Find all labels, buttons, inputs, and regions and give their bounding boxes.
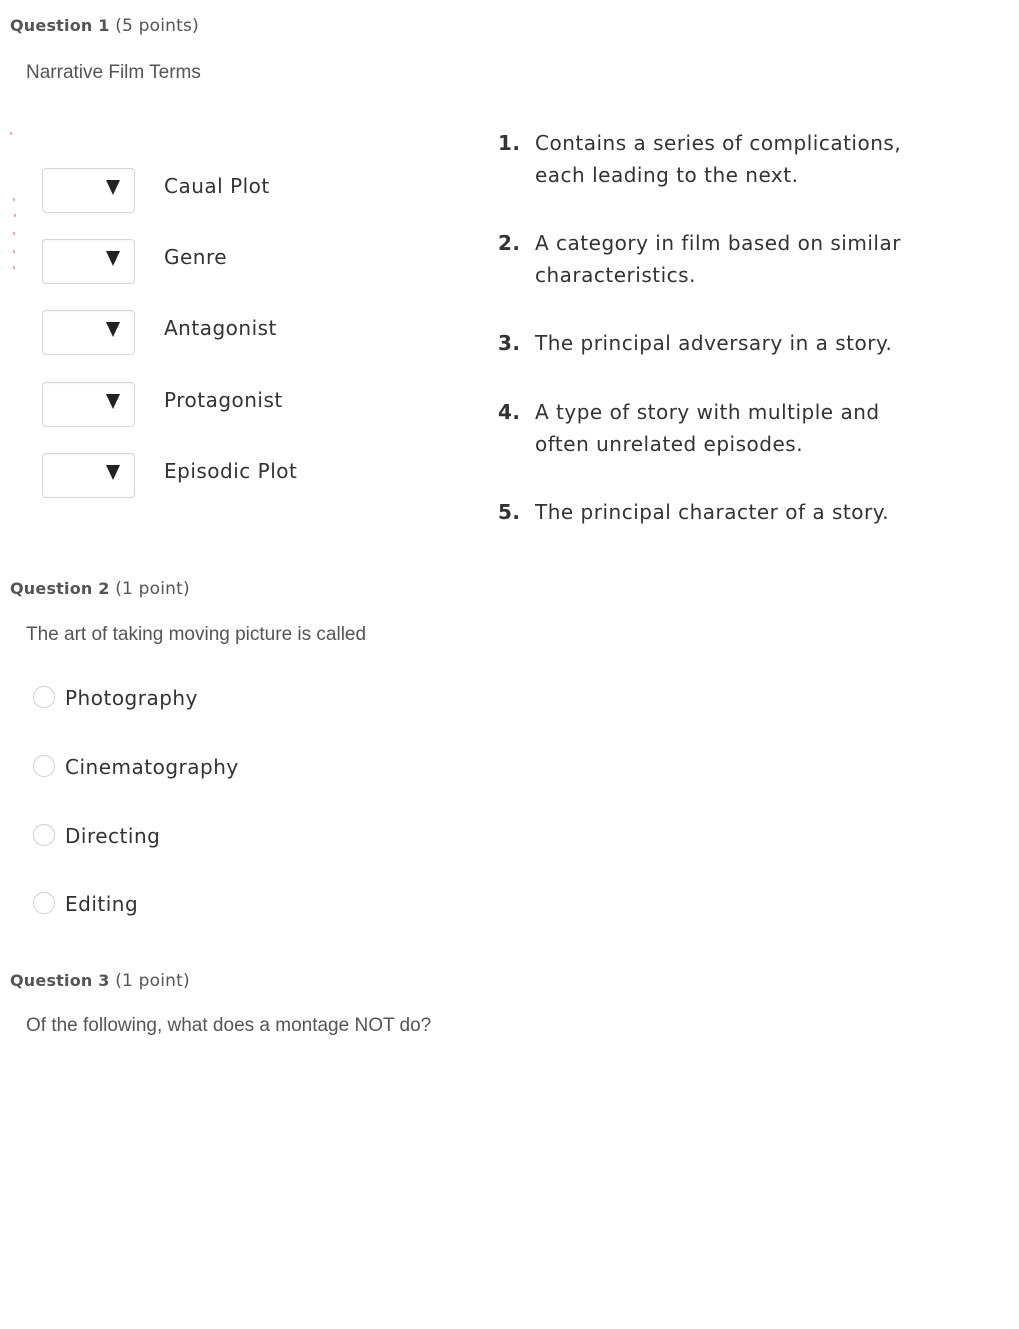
definition-item (498, 396, 938, 460)
question-points: (5 points) (115, 16, 199, 36)
match-dropdown[interactable] (42, 382, 135, 427)
triangle-down-icon (106, 322, 120, 337)
definition-number: 1. (498, 131, 521, 155)
match-term-label: Antagonist (164, 316, 277, 340)
triangle-down-icon (106, 180, 120, 195)
radio-circle-icon[interactable] (33, 892, 55, 914)
radio-option-label: Editing (65, 892, 139, 916)
definition-number: 3. (498, 331, 521, 355)
question-1-prompt: Narrative Film Terms (26, 62, 201, 83)
question-number: Question 1 (10, 16, 110, 35)
triangle-down-icon (106, 251, 120, 266)
match-row (42, 239, 442, 285)
match-term-label: Genre (164, 245, 228, 269)
definition-text: A category in film based on similar characteristics. (535, 231, 901, 287)
match-dropdown[interactable] (42, 453, 135, 498)
match-row (42, 382, 442, 428)
match-row (42, 310, 442, 356)
radio-circle-icon[interactable] (33, 755, 55, 777)
radio-option-label: Photography (65, 686, 198, 710)
question-2-header (10, 579, 190, 599)
match-dropdown[interactable] (42, 239, 135, 284)
question-2-prompt: The art of taking moving picture is called (26, 624, 367, 645)
match-term-label: Protagonist (164, 388, 283, 412)
definition-text: The principal character of a story. (535, 500, 890, 524)
question-points: (1 point) (115, 579, 190, 599)
definition-text: A type of story with multiple and often unrelated episodes. (535, 400, 880, 456)
match-row (42, 168, 442, 214)
definition-item (498, 496, 938, 528)
definition-number: 2. (498, 231, 521, 255)
triangle-down-icon (106, 394, 120, 409)
radio-option-label: Cinematography (65, 755, 239, 779)
definition-number: 4. (498, 400, 521, 424)
definition-item (498, 327, 938, 359)
definition-item (498, 227, 938, 291)
definition-text: Contains a series of complications, each leading to the next. (535, 131, 902, 187)
question-points: (1 point) (115, 971, 190, 991)
match-term-label: Caual Plot (164, 174, 270, 198)
match-dropdown[interactable] (42, 168, 135, 213)
question-number: Question 3 (10, 971, 110, 990)
radio-circle-icon[interactable] (33, 686, 55, 708)
question-3-prompt: Of the following, what does a montage NOT do? (26, 1015, 432, 1036)
definition-text: The principal adversary in a story. (535, 331, 893, 355)
definition-item (498, 127, 938, 191)
radio-option-label: Directing (65, 824, 161, 848)
match-term-label: Episodic Plot (164, 459, 298, 483)
question-number: Question 2 (10, 579, 110, 598)
radio-circle-icon[interactable] (33, 824, 55, 846)
question-1-header (10, 16, 199, 36)
match-row (42, 453, 442, 499)
question-3-header (10, 971, 190, 991)
side-marks (10, 128, 18, 278)
definition-number: 5. (498, 500, 521, 524)
triangle-down-icon (106, 465, 120, 480)
match-dropdown[interactable] (42, 310, 135, 355)
